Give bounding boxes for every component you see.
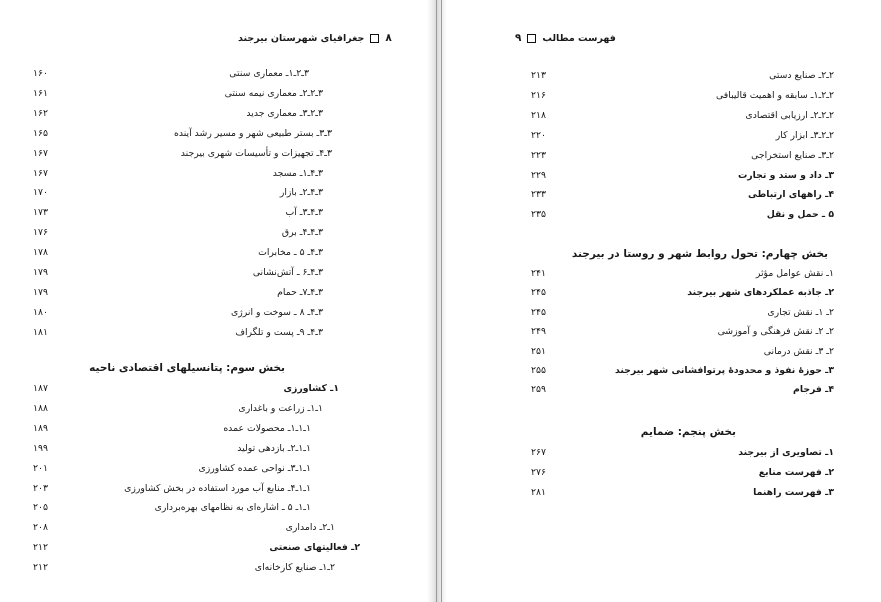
toc-entry-title: ۱ـ۱ـ۱ـ محصولات عمده xyxy=(223,423,311,434)
section-4-heading: بخش چهارم: تحول روابط شهر و روستا در بیرجند xyxy=(571,248,828,260)
left-header-title: جغرافیای شهرستان بیرجند xyxy=(238,32,365,44)
toc-entry-page-number: ۱۸۱ xyxy=(33,327,48,338)
toc-entry-title: ۳ـ۲ـ۳ـ معماری جدید xyxy=(246,108,323,119)
toc-entry-title: ۱ـ کشاورزی xyxy=(283,383,339,394)
toc-entry-page-number: ۲۱۳ xyxy=(531,70,546,81)
section-5-heading: بخش پنجم: ضمایم xyxy=(640,426,736,438)
toc-entry-page-number: ۱۶۲ xyxy=(33,108,48,119)
toc-entry xyxy=(0,518,427,537)
toc-entry-title: ۳ـ۴ـ۳ـ آب xyxy=(285,207,323,218)
toc-entry-page-number: ۲۰۵ xyxy=(33,502,48,513)
toc-entry-page-number: ۲۳۵ xyxy=(531,209,546,220)
toc-entry-page-number: ۲۳۳ xyxy=(531,189,546,200)
toc-entry xyxy=(0,283,427,302)
toc-entry-page-number: ۲۰۱ xyxy=(33,463,48,474)
toc-entry-title: ۲ـ جاذبه عملکردهای شهر بیرجند xyxy=(687,287,834,298)
toc-entry xyxy=(0,64,427,83)
toc-entry xyxy=(0,183,427,202)
right-running-header xyxy=(515,30,616,46)
toc-entry-title: ۲ـ۲ـ۲ـ ارزیابی اقتصادی xyxy=(745,110,834,121)
toc-entry xyxy=(447,463,881,482)
toc-entry xyxy=(0,263,427,282)
toc-entry-title: ۳ـ۲ـ۱ـ معماری سنتی xyxy=(229,68,309,79)
toc-entry-title: ۱ـ۱ـ۴ـ منابع آب مورد استفاده در بخش کشاورزی xyxy=(124,483,311,494)
toc-entry-page-number: ۱۶۰ xyxy=(33,68,48,79)
toc-entry-title: ۲ـ۲ـ صنایع دستی xyxy=(769,70,834,81)
toc-entry xyxy=(447,106,881,125)
toc-entry xyxy=(447,205,881,224)
toc-entry xyxy=(447,185,881,204)
toc-entry xyxy=(447,380,881,399)
toc-entry xyxy=(0,144,427,163)
toc-entry xyxy=(0,243,427,262)
toc-entry-title: ۳ـ داد و ستد و تجارت xyxy=(737,170,834,181)
toc-entry xyxy=(0,538,427,557)
toc-entry-page-number: ۱۸۹ xyxy=(33,423,48,434)
toc-entry xyxy=(447,483,881,502)
toc-entry xyxy=(0,164,427,183)
square-ornament-icon xyxy=(527,34,536,43)
toc-entry-page-number: ۱۸۷ xyxy=(33,383,48,394)
toc-entry-page-number: ۲۵۹ xyxy=(531,384,546,395)
toc-entry-page-number: ۲۴۹ xyxy=(531,326,546,337)
section-3-heading: بخش سوم: پتانسیلهای اقتصادی ناحیه xyxy=(89,362,285,374)
toc-entry xyxy=(0,203,427,222)
toc-entry-title: ۱ـ۱ـ۲ـ بازدهی تولید xyxy=(237,443,311,454)
toc-entry-title: ۳ـ۴ـ۴ـ برق xyxy=(281,227,323,238)
toc-entry-title: ۳ـ۴ـ ۵ ـ مخابرات xyxy=(258,247,323,258)
toc-entry-title: ۳ـ۴ـ۱ـ مسجد xyxy=(272,168,323,179)
toc-entry-page-number: ۲۰۸ xyxy=(33,522,48,533)
toc-entry xyxy=(447,283,881,302)
toc-entry xyxy=(447,126,881,145)
toc-entry xyxy=(447,166,881,185)
toc-entry xyxy=(0,558,427,577)
toc-entry-page-number: ۲۱۲ xyxy=(33,542,48,553)
toc-entry-page-number: ۱۹۹ xyxy=(33,443,48,454)
toc-entry xyxy=(0,439,427,458)
toc-entry xyxy=(0,104,427,123)
toc-entry-page-number: ۲۱۸ xyxy=(531,110,546,121)
toc-entry-title: ۲ـ۱ـ صنایع کارخانه‌ای xyxy=(254,562,335,573)
toc-entry xyxy=(0,459,427,478)
toc-entry-page-number: ۱۷۰ xyxy=(33,187,48,198)
toc-entry-page-number: ۲۲۰ xyxy=(531,130,546,141)
left-page-number: ۸ xyxy=(385,32,392,44)
toc-entry-title: ۳ـ۴ـ۶ ـ آتش‌نشانی xyxy=(252,267,323,278)
toc-entry-title: ۴ـ راههای ارتباطی xyxy=(748,189,834,200)
toc-entry xyxy=(447,443,881,462)
toc-entry-title: ۱ـ۱ـ زراعت و باغداری xyxy=(238,403,323,414)
toc-entry-page-number: ۲۵۵ xyxy=(531,365,546,376)
toc-entry-title: ۲ـ ۳ـ نقش درمانی xyxy=(763,346,834,357)
toc-entry-page-number: ۱۷۶ xyxy=(33,227,48,238)
square-ornament-icon xyxy=(370,34,379,43)
toc-entry-title: ۲ـ۳ـ صنایع استخراجی xyxy=(751,150,834,161)
toc-entry-title: ۳ـ۲ـ۲ـ معماری نیمه سنتی xyxy=(224,88,323,99)
toc-entry-title: ۳ـ۴ـ ۸ ـ سوخت و انرژی xyxy=(231,307,323,318)
toc-entry xyxy=(447,146,881,165)
toc-entry-page-number: ۱۶۷ xyxy=(33,168,48,179)
toc-entry-page-number: ۲۱۲ xyxy=(33,562,48,573)
toc-entry-page-number: ۲۰۳ xyxy=(33,483,48,494)
toc-entry xyxy=(447,303,881,322)
toc-entry-title: ۵ ـ حمل و نقل xyxy=(766,209,834,220)
toc-entry xyxy=(447,264,881,283)
toc-entry-page-number: ۲۲۳ xyxy=(531,150,546,161)
toc-entry-title: ۳ـ۴ـ ۹ـ پست و تلگراف xyxy=(235,327,323,338)
toc-entry-page-number: ۲۱۶ xyxy=(531,90,546,101)
toc-entry xyxy=(0,124,427,143)
toc-entry-page-number: ۲۶۷ xyxy=(531,447,546,458)
toc-entry-page-number: ۱۷۹ xyxy=(33,287,48,298)
right-page xyxy=(447,0,881,602)
toc-entry-title: ۱ـ۲ـ دامداری xyxy=(285,522,335,533)
book-gutter xyxy=(427,0,447,602)
toc-entry xyxy=(0,323,427,342)
toc-entry xyxy=(447,66,881,85)
toc-entry-title: ۲ـ فهرست منابع xyxy=(758,467,834,478)
toc-entry-title: ۳ـ۴ـ۷ـ حمام xyxy=(277,287,323,298)
toc-entry-page-number: ۱۸۸ xyxy=(33,403,48,414)
toc-entry-page-number: ۲۵۱ xyxy=(531,346,546,357)
toc-entry-page-number: ۲۴۵ xyxy=(531,287,546,298)
toc-entry xyxy=(0,479,427,498)
toc-entry xyxy=(0,498,427,517)
toc-entry-page-number: ۱۶۷ xyxy=(33,148,48,159)
toc-entry-page-number: ۲۸۱ xyxy=(531,487,546,498)
toc-entry-page-number: ۱۶۱ xyxy=(33,88,48,99)
toc-entry-page-number: ۲۷۶ xyxy=(531,467,546,478)
toc-entry xyxy=(0,399,427,418)
toc-entry xyxy=(0,223,427,242)
toc-entry-page-number: ۱۶۵ xyxy=(33,128,48,139)
toc-entry-title: ۲ـ ۱ـ نقش تجاری xyxy=(767,307,834,318)
toc-entry xyxy=(0,419,427,438)
right-header-title: فهرست مطالب xyxy=(542,32,616,44)
toc-entry xyxy=(447,86,881,105)
toc-entry-title: ۲ـ ۲ـ نقش فرهنگی و آموزشی xyxy=(717,326,834,337)
toc-entry-page-number: ۱۷۳ xyxy=(33,207,48,218)
toc-entry xyxy=(0,303,427,322)
toc-entry-title: ۱ـ تصاویری از بیرجند xyxy=(738,447,834,458)
toc-entry xyxy=(0,379,427,398)
left-running-header xyxy=(238,30,392,46)
toc-entry-title: ۳ـ حوزهٔ نفوذ و محدودهٔ پرتوافشانی شهر بیرجند xyxy=(614,365,834,376)
right-page-number: ۹ xyxy=(515,32,522,44)
toc-entry xyxy=(0,84,427,103)
toc-entry-page-number: ۱۷۹ xyxy=(33,267,48,278)
toc-entry xyxy=(447,322,881,341)
toc-entry xyxy=(447,361,881,380)
toc-entry-title: ۲ـ۲ـ۳ـ ابزار کار xyxy=(775,130,834,141)
toc-entry-page-number: ۱۸۰ xyxy=(33,307,48,318)
toc-entry-title: ۱ـ۱ـ۳ـ نواحی عمده کشاورزی xyxy=(198,463,311,474)
toc-entry-page-number: ۲۴۱ xyxy=(531,268,546,279)
toc-entry-title: ۱ـ۱ـ ۵ ـ اشاره‌ای به نظامهای بهره‌برداری xyxy=(154,502,311,513)
toc-entry-title: ۳ـ۳ـ بستر طبیعی شهر و مسیر رشد آینده xyxy=(174,128,332,139)
toc-entry-title: ۲ـ فعالیتهای صنعتی xyxy=(269,542,360,553)
toc-entry-page-number: ۲۲۹ xyxy=(531,170,546,181)
toc-entry-title: ۱ـ نقش عوامل مؤثر xyxy=(755,268,834,279)
toc-entry xyxy=(447,342,881,361)
toc-entry-page-number: ۱۷۸ xyxy=(33,247,48,258)
toc-entry-page-number: ۲۴۵ xyxy=(531,307,546,318)
toc-entry-title: ۴ـ فرجام xyxy=(793,384,834,395)
left-page xyxy=(0,0,427,602)
toc-entry-title: ۳ـ فهرست راهنما xyxy=(753,487,834,498)
toc-entry-title: ۳ـ۴ـ۲ـ بازار xyxy=(279,187,323,198)
toc-entry-title: ۲ـ۲ـ۱ـ سابقه و اهمیت قالیبافی xyxy=(716,90,834,101)
toc-entry-title: ۳ـ۴ـ تجهیزات و تأسیسات شهری بیرجند xyxy=(180,148,332,159)
